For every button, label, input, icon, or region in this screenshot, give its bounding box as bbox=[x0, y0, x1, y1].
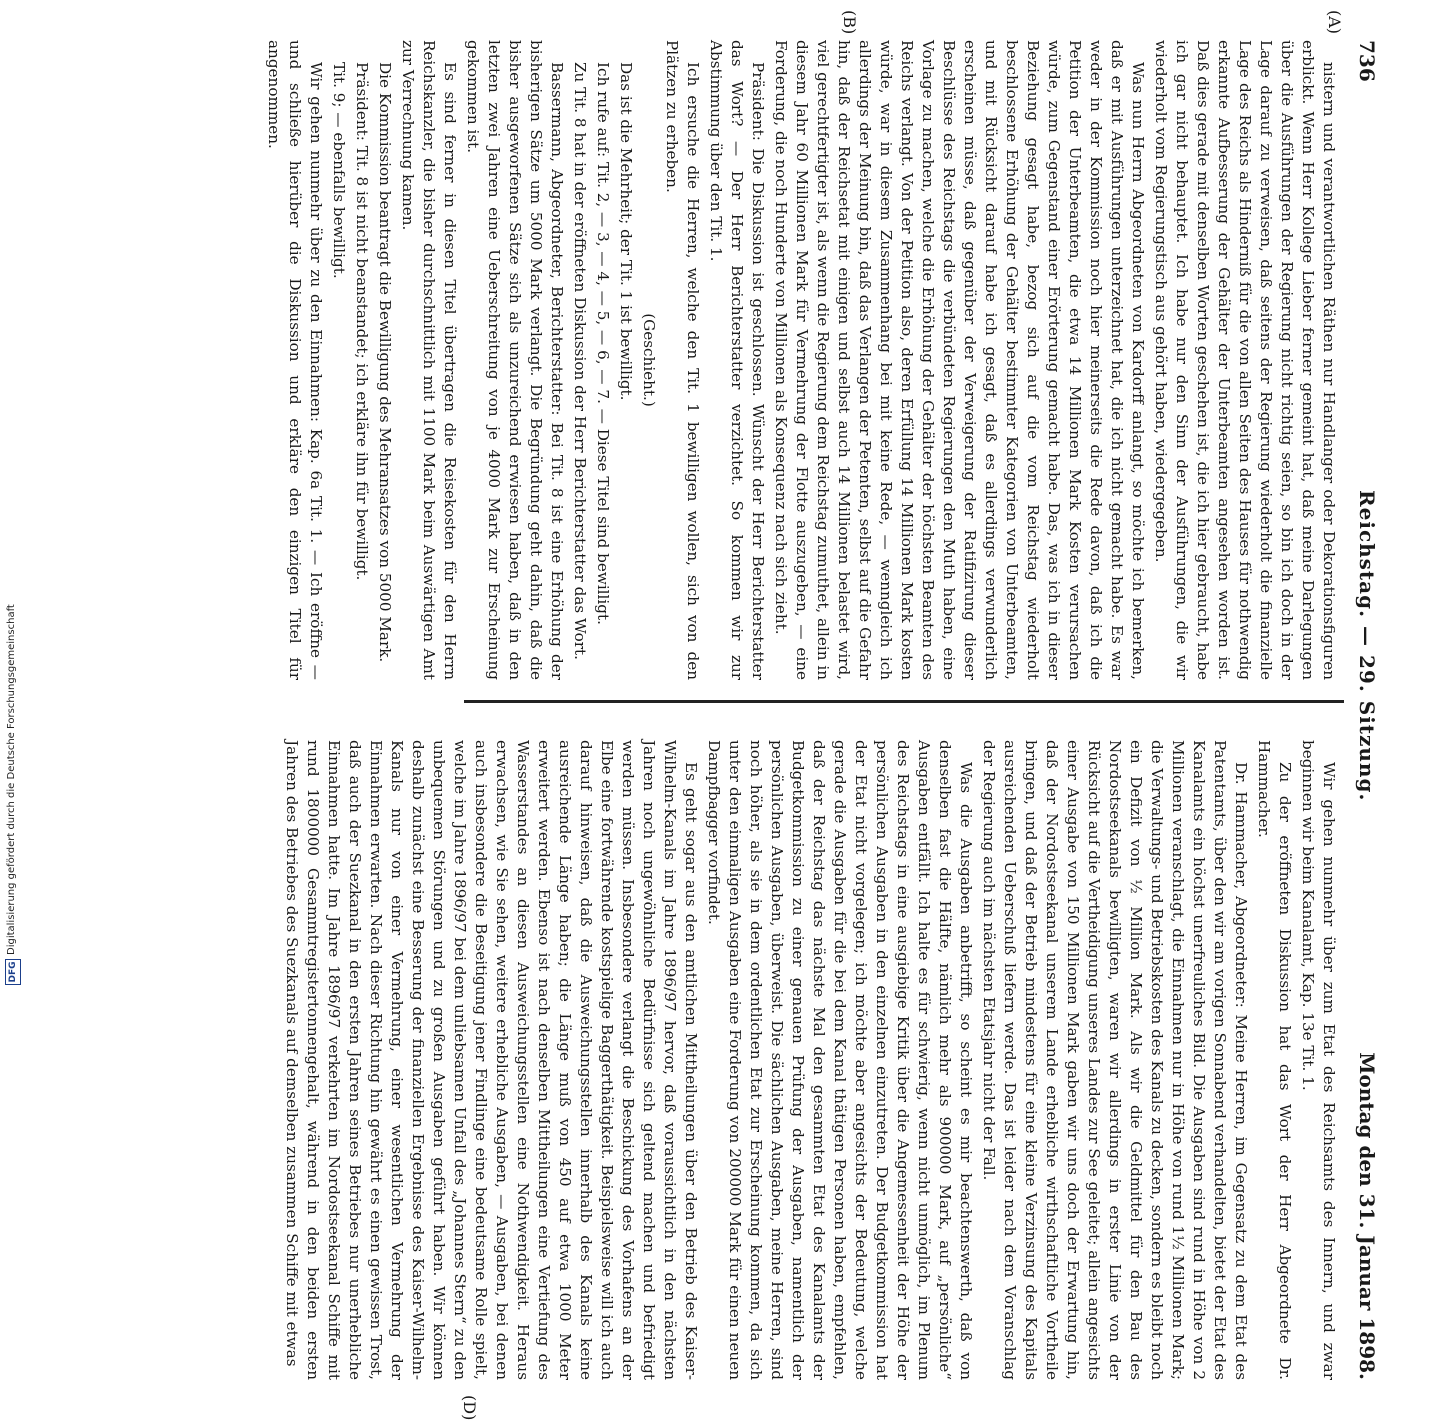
session-date: Montag den 31. Januar 1898. bbox=[1355, 1052, 1379, 1380]
paragraph: Es geht sogar aus den amtlichen Mittheilungen über den Betrieb des Kaiser-Wilhelm-Kanals im Jahre 1896/97 hervor, daß voraussichtlich in den nächsten Jahren noch ungewöhnliche Bedürfnisse sich geltend machen und befriedigt werden müssen. Insbesondere verlangt die Beschickung des Vorhafens an der Elbe eine fortwährende kostspielige Baggerthätigkeit. Beispielsweise will ich auch darauf hinweisen, daß die Ausweichungsstellen innerhalb des Kanals keine ausreichende Länge haben; die Länge muß von 450 auf etwa 1000 Meter erweitert werden. Ebenso ist nach denselben Mittheilungen eine Vertiefung des Wasserstandes an diesen Ausweichungsstellen eine Nothwendigkeit. Heraus erwachsen, wie Sie sehen, weitere erhebliche Ausgaben, — Ausgaben, bei denen auch insbesondere die Beseitigung jener Findlinge eine bedeutsame Rolle spielt, welche im Jahre 1896/97 bei dem unliebsamen Unfall des „Johannes Stern“ zu den unbequemen Störungen und zu großen Ausgaben geführt haben. Wir können deshalb zunächst eine Besserung der finanziellen Ergebnisse des Kaiser-Wilhelm-Kanals nur von einer Vermehrung, einer wesentlichen Vermehrung der Einnahmen erwarten. Nach dieser Richtung hin gewährt es einen gewissen Trost, daß auch der Suezkanal in den ersten Jahren seines Betriebes nur unerhebliche Einnahmen hatte. Im Jahre 1896/97 verkehrten im Nordostseekanal Schiffe mit rund 1800000 Gesammtregistertonnengehalt, während in den beiden ersten Jahren des Betriebes des Suezkanals auf demselben zusammen Schiffe mit etwas bbox=[283, 740, 700, 1380]
running-title: Reichstag. — 29. Sitzung. bbox=[1355, 490, 1379, 802]
paragraph: Ich rufe auf: Tit. 2, — 3, — 4, — 5, — 6, — 7. — Diese Titel sind bewilligt. bbox=[594, 62, 612, 625]
paragraph: Dr. Hammacher, Abgeordneter: Meine Herren, im Gegensatz zu dem Etat des Patentamts, über den wir am vorigen Sonnabend verhandelten, bietet der Etat des Kanalamts ein höchst unerfreuliches Bild. Die Ausgaben sind rund in Höhe von 2 Millionen veranschlagt, die Einnahmen nur in Höhe von rund 1½ Millionen Mark; die Verwaltungs- und Betriebskosten des Kanals zu decken, sondern es bleibt noch ein Defizit von ½ Million Mark. Als wir die Geldmittel für den Bau des Nordostseekanals bewilligten, waren wir allerdings in erster Linie von der Rücksicht auf die Vertheidigung unseres Landes zur See geleitet; allein angesichts einer Ausgabe von 150 Millionen Mark gaben wir uns doch der Erwartung hin, daß der Nordostseekanal unserem Lande erhebliche wirthschaftliche Vortheile bringen, und daß der Betrieb mindestens für eine kleine Verzinsung des Kapitals ausreichenden Ueberschuß liefern werde. Das ist leider nach dem Voranschlag der Regierung auch im nächsten Etatsjahr nicht der Fall. bbox=[980, 740, 1250, 1380]
paragraph: Tit. 9; — ebenfalls bewilligt. bbox=[330, 62, 348, 279]
paragraph: Es sind ferner in diesen Titel übertragen die Reisekosten für den Herrn Reichskanzler, die bisher durchschnittlich mit 1100 Mark beim Auswärtigen Amt zur Verrechnung kamen. bbox=[399, 40, 459, 680]
paragraph: Ich ersuche die Herren, welche den Tit. 1 bewilligen wollen, sich von den Plätzen zu erheben. bbox=[663, 40, 702, 680]
paragraph: Das ist die Mehrheit; der Tit. 1 ist bewilligt. bbox=[617, 62, 635, 401]
paragraph: Wir gehen nunmehr über zum Etat des Reichsamts des Innern, und zwar beginnen wir beim Kanalamt, Kap. 13e Tit. 1. bbox=[1299, 740, 1338, 1380]
left-column bbox=[265, 40, 1339, 680]
paragraph: Zu der eröffneten Diskussion hat das Wort der Herr Abgeordnete Dr. Hammacher. bbox=[1255, 740, 1294, 1380]
paragraph: Wir gehen nunmehr über zu den Einnahmen: Kap. 6a Tit. 1. — Ich eröffne — und schließe hierüber die Diskussion und erkläre den einzigen Titel für angenommen. bbox=[265, 40, 325, 680]
paragraph: Was nun Herrn Abgeordneten von Kardorff anlangt, so möchte ich bemerken, daß er mit Ausführungen unterzeichnet hat, die ich nicht gemacht habe. Es war weder in der Kommission noch hier meinerseits die Rede davon, daß ich die Petition der Unterbeamten, die etwa 14 Millionen Mark Kosten verursachen würde, zum Gegenstand einer Erörterung gemacht habe. Das, was ich in dieser Beziehung gesagt habe, bezog sich auf die vom Reichstag wiederholt beschlossene Erhöhung der Gehälter bestimmter Kategorien von Unterbeamten, und mit Rücksicht darauf habe ich gesagt, daß es allerdings verwunderlich erscheinen müsse, daß gegenüber der Verweigerung der Ratifizirung dieser Beschlüsse des Reichstags die verbündeten Regierungen den Muth haben, eine Vorlage zu machen, welche die Erhöhung der Gehälter der höchsten Beamten des Reichs verlangt. Von der Petition also, deren Erfüllung 14 Millionen Mark kosten würde, war in diesem Zusammenhang bei mit keine Rede, — wenngleich ich allerdings der Meinung bin, daß das Verlangen der Petenten, selbst auf die Gefahr hin, daß der Reichsetat mit einigen und selbst auch 14 Millionen belastet wird, viel gerechtfertigter ist, als wenn die Regierung dem Reichstag zumuthet, allein in diesem Jahr 60 Millionen Mark für Vermehrung der Flotte auszugeben, — eine Forderung, die noch Hunderte von Millionen als Konsequenz nach sich zieht. bbox=[772, 40, 1147, 680]
dfg-logo: DFG bbox=[5, 959, 21, 985]
margin-marker-b: (B) bbox=[840, 10, 859, 35]
column-divider bbox=[464, 700, 1344, 703]
paragraph: Bassermann, Abgeordneter, Berichterstatter: Bei Tit. 8 ist eine Erhöhung der bisherigen Sätze um 5000 Mark verlangt. Die Begründung geht dahin, daß die bisher ausgeworfenen Sätze sich als unzureichend erwiesen haben, daß in den letzten zwei Jahren eine Ueberschreitung von je 4000 Mark zur Erscheinung gekommen ist. bbox=[464, 40, 566, 680]
page-number: 736 bbox=[1355, 40, 1379, 82]
paragraph: Die Kommission beantragt die Bewilligung des Mehransatzes von 5000 Mark. bbox=[376, 62, 394, 663]
stage-direction: (Geschieht.) bbox=[640, 313, 658, 407]
paragraph: Präsident: Die Diskussion ist geschlossen. Wünscht der Herr Berichterstatter das Wort? — Der Herr Berichterstatter verzichtet. So kommen wir zur Abstimmung über den Tit. 1. bbox=[707, 40, 767, 680]
right-column bbox=[283, 740, 1339, 1380]
margin-marker-a: (A) bbox=[1325, 10, 1344, 35]
paragraph: nistern und verantwortlichen Räthen nur Handlanger oder Dekorationsfiguren erblickt. Wenn Herr Kollege Lieber ferner gemeint hat, daß meine Darlegungen über die Ausführungen der Regierung nicht richtig seien, so bin ich doch in der Lage darauf zu verweisen, daß seitens der Regierung wiederholt die finanzielle Lage des Reichs als Hinderniß für die von allen Seiten des Hauses für nothwendig erkannte Aufbesserung der Gehälter der Unterbeamten angesehen worden ist. Daß dies gerade mit denselben Worten geschehen ist, die ich hier gebraucht, habe ich gar nicht behauptet. Ich habe nur den Sinn der Ausführungen, die wir wiederholt vom Regierungstisch aus gehört haben, wiedergegeben. bbox=[1152, 40, 1338, 680]
digitization-credit: Digitalisierung gefördert durch die Deutsche Forschungsgemeinschaft bbox=[6, 604, 17, 955]
page-header bbox=[1351, 40, 1379, 1380]
paragraph: Was die Ausgaben anbetrifft, so scheint es mir beachtenswerth, daß von denselben fast die Hälfte, nämlich mehr als 900000 Mark, auf „persönliche“ Ausgaben entfällt. Ich halte es für schwierig, wenn nicht unmöglich, im Plenum des Reichstags in eine ausgiebige Kritik über die Angemessenheit der Höhe der persönlichen Ausgaben in den einzelnen einzutreten. Der Budgetkommission hat der Etat nicht vorgelegen; ich möchte aber angesichts der Bedeutung, welche gerade die Ausgaben für die bei dem Kanal thätigen Personen haben, empfehlen, daß der Reichstag das nächste Mal den gesammten Etat des Kanalamts der Budgetkommission zu einer genauen Prüfung der Ausgaben, namentlich der persönlichen Ausgaben, überweist. Die sächlichen Ausgaben, meine Herren, sind noch höher, als sie in dem ordentlichen Etat zur Erscheinung kommen, da sich unter den einmaligen Ausgaben eine Forderung von 200000 Mark für einen neuen Dampfbagger vorfindet. bbox=[705, 740, 975, 1380]
margin-marker-d: (D) bbox=[460, 1395, 479, 1420]
paragraph: Präsident: Tit. 8 ist nicht beanstandet; ich erkläre ihn für bewilligt. bbox=[353, 62, 371, 581]
paragraph: Zu Tit. 8 hat in der eröffneten Diskussion der Herr Berichterstatter das Wort. bbox=[571, 62, 589, 660]
